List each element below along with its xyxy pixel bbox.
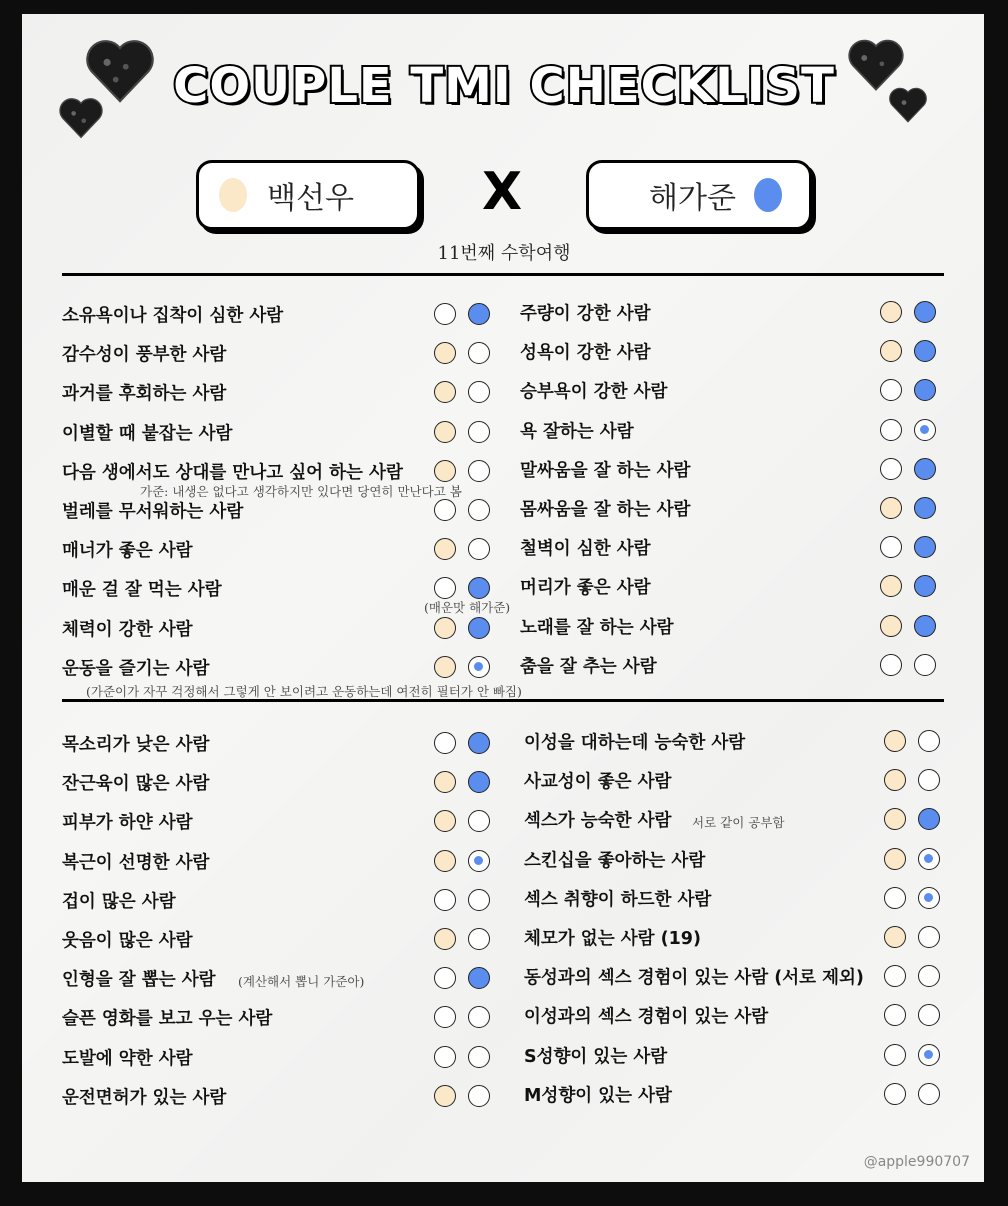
checkbox-person-a[interactable] xyxy=(434,1006,456,1028)
checkbox-person-a[interactable] xyxy=(884,887,906,909)
checkbox-person-a[interactable] xyxy=(884,926,906,948)
checklist-item-label: 감수성이 풍부한 사람 xyxy=(62,345,227,365)
checklist-item-label: M성향이 있는 사람 xyxy=(524,1086,672,1106)
checkbox-person-a[interactable] xyxy=(434,850,456,872)
checkbox-person-a[interactable] xyxy=(880,575,902,597)
checkbox-person-b[interactable] xyxy=(918,730,940,752)
checkbox-person-b[interactable] xyxy=(468,1085,490,1107)
checkbox-person-b[interactable] xyxy=(468,617,490,639)
checkbox-person-b[interactable] xyxy=(468,1046,490,1068)
checkbox-person-a[interactable] xyxy=(884,1083,906,1105)
checklist-item-label: 소유욕이나 집착이 심한 사람 xyxy=(62,306,284,326)
checklist-item-label: 성욕이 강한 사람 xyxy=(520,343,651,363)
checkbox-person-a[interactable] xyxy=(880,497,902,519)
checkbox-person-a[interactable] xyxy=(884,965,906,987)
checkbox-person-a[interactable] xyxy=(434,577,456,599)
checklist-item-label: 섹스가 능숙한 사람 xyxy=(524,811,672,831)
checkbox-person-b[interactable] xyxy=(914,301,936,323)
checkbox-person-a[interactable] xyxy=(434,1085,456,1107)
checkbox-person-a[interactable] xyxy=(880,615,902,637)
checkbox-person-a[interactable] xyxy=(434,538,456,560)
note-spicy: (매운맛 해가준) xyxy=(424,600,511,615)
checkbox-person-a[interactable] xyxy=(434,889,456,911)
checkbox-person-b[interactable] xyxy=(918,1083,940,1105)
person-b-namebox xyxy=(586,160,812,230)
checkbox-person-b[interactable] xyxy=(918,965,940,987)
checklist-item-label: S성향이 있는 사람 xyxy=(524,1047,668,1067)
checkbox-person-a[interactable] xyxy=(434,967,456,989)
checkbox-person-b[interactable] xyxy=(468,928,490,950)
checkbox-person-b[interactable] xyxy=(468,460,490,482)
checklist-item-label: 다음 생에서도 상대를 만나고 싶어 하는 사람 xyxy=(62,463,403,483)
checkbox-person-b[interactable] xyxy=(468,967,490,989)
checkbox-person-a[interactable] xyxy=(884,808,906,830)
checkbox-person-b[interactable] xyxy=(468,577,490,599)
checklist-item-label: 목소리가 낮은 사람 xyxy=(62,735,210,755)
checklist-item-label: 동성과의 섹스 경험이 있는 사람 (서로 제외) xyxy=(524,968,864,988)
checklist-item-label: 피부가 하얀 사람 xyxy=(62,813,193,833)
checkbox-person-b[interactable] xyxy=(914,497,936,519)
checklist-item-label: 체력이 강한 사람 xyxy=(62,620,193,640)
checklist-item-label: 벌레를 무서워하는 사람 xyxy=(62,502,244,522)
checklist-item-label: 말싸움을 잘 하는 사람 xyxy=(520,461,691,481)
checklist-item-label: 웃음이 많은 사람 xyxy=(62,931,193,951)
checklist-item-label: 운동을 즐기는 사람 xyxy=(62,659,210,679)
checkbox-person-a[interactable] xyxy=(434,656,456,678)
checkbox-person-b[interactable] xyxy=(918,1044,940,1066)
person-a-color-dot xyxy=(219,178,247,212)
section-divider xyxy=(62,273,944,276)
checklist-item-label: 이성과의 섹스 경험이 있는 사람 xyxy=(524,1007,769,1027)
checklist-item-label: 이별할 때 붙잡는 사람 xyxy=(62,424,233,444)
checkbox-person-a[interactable] xyxy=(880,536,902,558)
checkbox-person-b[interactable] xyxy=(918,808,940,830)
checklist-item-label: 매너가 좋은 사람 xyxy=(62,541,193,561)
checklist-item-label: 섹스 취향이 하드한 사람 xyxy=(524,890,712,910)
checklist-item-label: 철벽이 심한 사람 xyxy=(520,539,651,559)
checkbox-person-b[interactable] xyxy=(918,887,940,909)
checklist-item-label: 슬픈 영화를 보고 우는 사람 xyxy=(62,1009,273,1029)
person-b-name: 해가준 xyxy=(649,181,736,216)
checkbox-person-a[interactable] xyxy=(434,303,456,325)
person-a-name: 백선우 xyxy=(267,181,354,216)
checkbox-person-a[interactable] xyxy=(434,810,456,832)
checkbox-person-a[interactable] xyxy=(434,1046,456,1068)
checkbox-person-a[interactable] xyxy=(884,730,906,752)
versus-mark: X xyxy=(482,162,523,222)
checkbox-person-a[interactable] xyxy=(884,769,906,791)
note-study: 서로 같이 공부함 xyxy=(692,815,785,830)
checkbox-person-b[interactable] xyxy=(468,499,490,521)
checklist-item-label: 잔근육이 많은 사람 xyxy=(62,774,210,794)
checkbox-person-a[interactable] xyxy=(880,419,902,441)
page-title: COUPLE TMI CHECKLIST xyxy=(173,58,835,114)
checkbox-person-b[interactable] xyxy=(918,769,940,791)
checkbox-person-b[interactable] xyxy=(914,458,936,480)
checkbox-person-a[interactable] xyxy=(434,617,456,639)
checkbox-person-b[interactable] xyxy=(914,340,936,362)
note-claw: (계산해서 뽑니 가준아) xyxy=(238,974,365,989)
checklist-item-label: 노래를 잘 하는 사람 xyxy=(520,618,674,638)
checkbox-person-a[interactable] xyxy=(434,771,456,793)
checklist-item-label: 이성을 대하는데 능숙한 사람 xyxy=(524,733,746,753)
checkbox-person-a[interactable] xyxy=(880,340,902,362)
note-next-life: 가준: 내생은 없다고 생각하지만 있다면 당연히 만난다고 봄 xyxy=(140,484,462,499)
credit-handle: @apple990707 xyxy=(863,1154,970,1170)
checklist-item-label: 승부욕이 강한 사람 xyxy=(520,382,668,402)
checklist-item-label: 매운 걸 잘 먹는 사람 xyxy=(62,580,222,600)
checkbox-person-a[interactable] xyxy=(434,928,456,950)
checkbox-person-a[interactable] xyxy=(434,381,456,403)
checkbox-person-a[interactable] xyxy=(434,460,456,482)
checkbox-person-b[interactable] xyxy=(468,810,490,832)
checkbox-person-a[interactable] xyxy=(434,342,456,364)
checkbox-person-b[interactable] xyxy=(914,575,936,597)
person-a-namebox xyxy=(196,160,420,230)
checkbox-person-b[interactable] xyxy=(468,342,490,364)
checkbox-person-b[interactable] xyxy=(918,848,940,870)
checkbox-person-a[interactable] xyxy=(880,301,902,323)
checkbox-person-a[interactable] xyxy=(884,1004,906,1026)
checkbox-person-a[interactable] xyxy=(880,379,902,401)
checklist-item-label: 도발에 약한 사람 xyxy=(62,1049,193,1069)
checkbox-person-b[interactable] xyxy=(914,379,936,401)
subtitle: 11번째 수학여행 xyxy=(437,243,571,264)
checkbox-person-b[interactable] xyxy=(468,381,490,403)
checklist-item-label: 인형을 잘 뽑는 사람 xyxy=(62,970,216,990)
checklist-item-label: 몸싸움을 잘 하는 사람 xyxy=(520,500,691,520)
checkbox-person-a[interactable] xyxy=(434,421,456,443)
note-exercise: (가준이가 자꾸 걱정해서 그렇게 안 보이려고 운동하는데 여전히 필터가 안 빠짐) xyxy=(86,684,522,699)
checkbox-person-a[interactable] xyxy=(434,732,456,754)
checkbox-person-a[interactable] xyxy=(884,848,906,870)
checkbox-person-b[interactable] xyxy=(914,654,936,676)
checkbox-person-b[interactable] xyxy=(468,656,490,678)
checkbox-person-b[interactable] xyxy=(468,303,490,325)
checklist-item-label: 사교성이 좋은 사람 xyxy=(524,772,672,792)
checklist-item-label: 과거를 후회하는 사람 xyxy=(62,384,227,404)
checklist-item-label: 스킨십을 좋아하는 사람 xyxy=(524,851,706,871)
checkbox-person-b[interactable] xyxy=(468,421,490,443)
checklist-item-label: 머리가 좋은 사람 xyxy=(520,578,651,598)
checkbox-person-b[interactable] xyxy=(914,419,936,441)
checkbox-person-a[interactable] xyxy=(434,499,456,521)
checklist-item-label: 춤을 잘 추는 사람 xyxy=(520,657,657,677)
checklist-item-label: 운전면허가 있는 사람 xyxy=(62,1088,227,1108)
checkbox-person-b[interactable] xyxy=(468,771,490,793)
checkbox-person-b[interactable] xyxy=(468,850,490,872)
checkbox-person-b[interactable] xyxy=(468,732,490,754)
checkbox-person-b[interactable] xyxy=(468,889,490,911)
checkbox-person-b[interactable] xyxy=(918,1004,940,1026)
checkbox-person-b[interactable] xyxy=(468,538,490,560)
checkbox-person-a[interactable] xyxy=(880,458,902,480)
checkbox-person-a[interactable] xyxy=(884,1044,906,1066)
checklist-item-label: 겁이 많은 사람 xyxy=(62,892,176,912)
checkbox-person-b[interactable] xyxy=(914,536,936,558)
checklist-item-label: 욕 잘하는 사람 xyxy=(520,422,634,442)
checkbox-person-b[interactable] xyxy=(468,1006,490,1028)
checklist-item-label: 체모가 없는 사람 (19) xyxy=(524,929,701,949)
checklist-item-label: 복근이 선명한 사람 xyxy=(62,853,210,873)
checkbox-person-b[interactable] xyxy=(918,926,940,948)
checkbox-person-a[interactable] xyxy=(880,654,902,676)
person-b-color-dot xyxy=(754,178,782,212)
checkbox-person-b[interactable] xyxy=(914,615,936,637)
checklist-item-label: 주량이 강한 사람 xyxy=(520,304,651,324)
